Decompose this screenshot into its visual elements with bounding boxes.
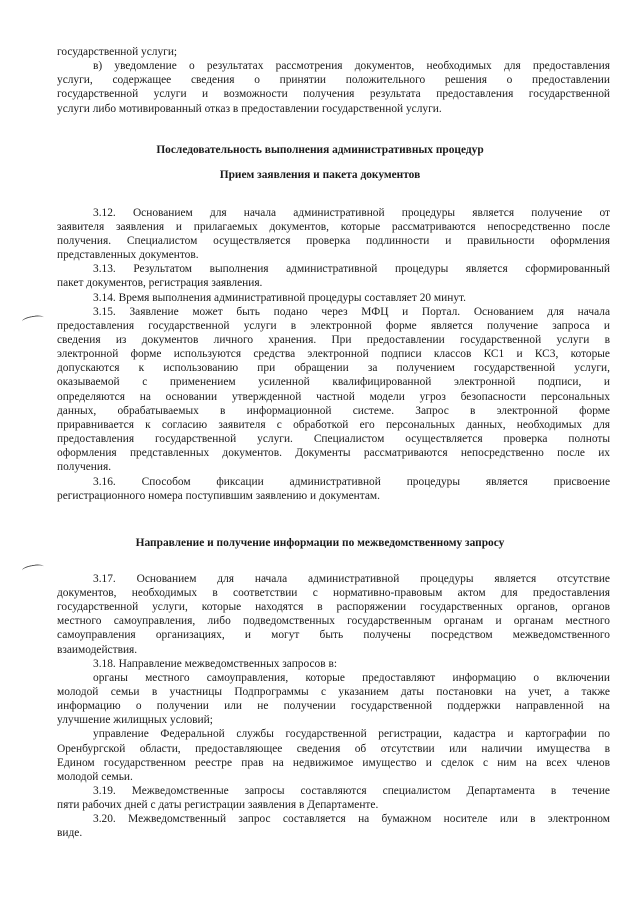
- text-line: пяти рабочих дней с даты регистрации заявления в Департаменте.: [57, 799, 379, 811]
- text-line: получения. Специалистом осуществляется проверка подлинности и правильности оформления: [57, 235, 610, 247]
- text-line: Едином государственном реестре прав на недвижимое имущество и сделок с ним на всех членов: [57, 757, 610, 769]
- scan-hole-mark: [22, 314, 45, 325]
- text-line: 3.17. Основанием для начала административной процедуры является отсутствие: [93, 573, 610, 585]
- text-line: сведения из документов личного хранения. При предоставлении государственной услуги в: [57, 334, 610, 346]
- text-line: молодой семьи в участницы Подпрограммы с указанием даты постановки на учет, а также: [57, 686, 610, 698]
- text-line: оформления представленных документов. Документы рассматриваются непосредственно после их: [57, 447, 610, 459]
- text-line: 3.20. Межведомственный запрос составляется на бумажном носителе или в электронном: [93, 813, 610, 825]
- text-line: документов, необходимых в соответствии с нормативно-правовым актом для предоставления: [57, 587, 610, 599]
- text-line: государственной услуги и возможности получения результата предоставления государственной: [57, 88, 610, 100]
- section-heading: Последовательность выполнения административных процедур: [156, 144, 484, 156]
- text-line: информацию о получении или не получении государственной поддержки направленной на: [57, 700, 610, 712]
- text-line: пакет документов, регистрация заявления.: [57, 277, 263, 289]
- text-line: 3.16. Способом фиксации административной процедуры является присвоение: [93, 476, 610, 488]
- text-line: услуги, содержащее сведения о принятии положительного решения о предоставлении: [57, 74, 610, 86]
- text-line: определяются на основании утвержденной частной модели угроз безопасности персональных: [57, 391, 610, 403]
- text-line: регистрационного номера поступившим заявлению и документам.: [57, 490, 380, 502]
- text-line: 3.19. Межведомственные запросы составляются специалистом Департамента в течение: [93, 785, 610, 797]
- text-line: местного самоуправления, либо подведомственных государственным органам и органам местного: [57, 615, 610, 627]
- text-line: допускаются к использованию при обращении за получением государственной услуги,: [57, 362, 610, 374]
- text-line: самоуправления организациях, и могут быть получены посредством межведомственного: [57, 629, 610, 641]
- section-heading: Прием заявления и пакета документов: [219, 169, 421, 181]
- text-line: предоставления государственной услуги. Специалистом осуществляется проверка полноты: [57, 433, 610, 445]
- text-line: получения.: [57, 461, 112, 473]
- text-line: 3.13. Результатом выполнения административной процедуры является сформированный: [93, 263, 610, 275]
- text-line: в) уведомление о результатах рассмотрения документов, необходимых для предоставления: [93, 60, 610, 72]
- text-line: услуги либо мотивированный отказ в предоставлении государственной услуги.: [57, 103, 442, 115]
- text-line: оказываемой с применением усиленной квалифицированной электронной подписи, и: [57, 376, 610, 388]
- text-line: электронной форме используются средства электронной подписи классов КС1 и КС3, которые: [57, 348, 610, 360]
- scan-hole-mark: [22, 563, 45, 574]
- text-line: 3.15. Заявление может быть подано через МФЦ и Портал. Основанием для начала: [93, 306, 610, 318]
- text-line: улучшение жилищных условий;: [57, 714, 213, 726]
- text-line: данных, обрабатываемых в информационной системе. Запрос в электронной форме: [57, 405, 610, 417]
- text-line: 3.12. Основанием для начала административной процедуры является получение от: [93, 207, 610, 219]
- text-line: виде.: [57, 827, 83, 839]
- text-line: заявителя заявления и прилагаемых документов, которые рассматриваются непосредственно после: [57, 221, 610, 233]
- text-line: 3.18. Направление межведомственных запросов в:: [93, 658, 337, 670]
- text-line: государственной услуги, которые находятся в распоряжении государственных органов, органов: [57, 601, 610, 613]
- section-heading: Направление и получение информации по межведомственному запросу: [135, 537, 505, 549]
- text-line: органы местного самоуправления, которые предоставляют информацию о включении: [93, 672, 610, 684]
- text-line: приравнивается к согласию заявителя с обработкой его персональных данных, необходимых для: [57, 419, 610, 431]
- text-line: молодой семьи.: [57, 771, 133, 783]
- text-line: представленных документов.: [57, 249, 199, 261]
- text-line: взаимодействия.: [57, 644, 138, 656]
- text-line: Оренбургской области, предоставляющее сведения об отсутствии или наличии имущества в: [57, 743, 610, 755]
- text-line: предоставления государственной услуги в электронной форме является получение запроса и: [57, 320, 610, 332]
- text-line: 3.14. Время выполнения административной процедуры составляет 20 минут.: [93, 292, 466, 304]
- text-line: государственной услуги;: [57, 46, 178, 58]
- text-line: управление Федеральной службы государственной регистрации, кадастра и картографии по: [93, 728, 610, 740]
